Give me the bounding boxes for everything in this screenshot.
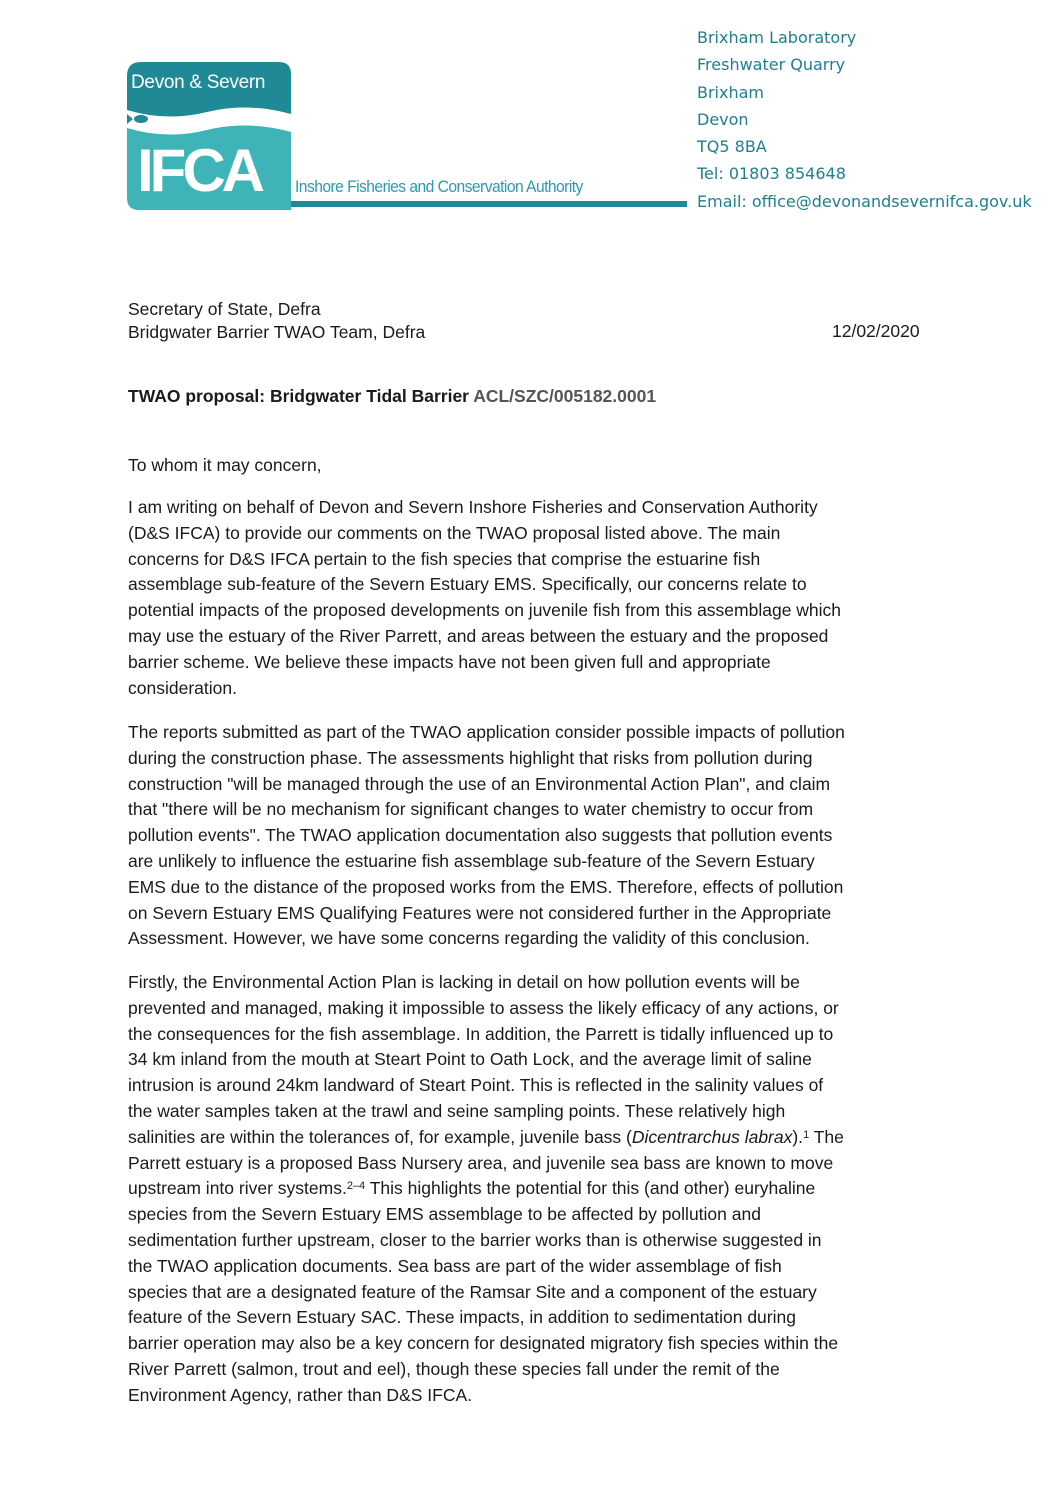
recipient-block [128, 298, 425, 344]
logo-main-text: IFCA [137, 137, 261, 204]
logo-tagline: Inshore Fisheries and Conservation Authority [295, 177, 583, 196]
paragraph-line: concerns for D&S IFCA pertain to the fish species that comprise the estuarine fish [128, 548, 761, 569]
text-span: This highlights the potential for this (and other) euryhaline [365, 1178, 816, 1199]
address-line: Brixham Laboratory [697, 28, 857, 47]
paragraph-line: 34 km inland from the mouth at Steart Point to Oath Lock, and the average limit of saline [128, 1049, 812, 1070]
recipient-line: Secretary of State, Defra [128, 299, 321, 319]
text-span: salinities are within the tolerances of, for example, juvenile bass ( [128, 1126, 632, 1147]
paragraph-line: intrusion is around 24km landward of Steart Point. This is reflected in the salinity values of [128, 1075, 824, 1096]
address-phone: Tel: 01803 854648 [697, 164, 846, 184]
paragraph-line: potential impacts of the proposed developments on juvenile fish from this assemblage which [128, 600, 842, 621]
paragraph-line: the water samples taken at the trawl and seine sampling points. These relatively high [128, 1100, 786, 1121]
paragraph-line: Parrett estuary is a proposed Bass Nursery area, and juvenile sea bass are known to move [128, 1152, 834, 1173]
logo-top-text: Devon & Severn [131, 72, 266, 93]
paragraph-line: Environment Agency, rather than D&S IFCA. [128, 1384, 473, 1405]
paragraph-line: sedimentation further upstream, closer to the barrier works than is otherwise suggested in [128, 1229, 822, 1250]
paragraph-line [128, 1176, 930, 1202]
citation-ref: 2–4 [346, 1180, 366, 1193]
paragraph-line: barrier scheme. We believe these impacts have not been given full and appropriate [128, 651, 771, 672]
paragraph-line: EMS due to the distance of the proposed works from the EMS. Therefore, effects of pollution [128, 876, 844, 897]
paragraph-line: River Parrett (salmon, trout and eel), though these species fall under the remit of the [128, 1358, 780, 1379]
subject-reference: ACL/SZC/005182.0001 [473, 386, 657, 406]
sender-address [697, 24, 1032, 215]
paragraph-line: prevented and managed, making it impossible to assess the likely efficacy of any actions, or [128, 997, 839, 1018]
address-line: Brixham [697, 82, 764, 102]
text-span: ). [792, 1126, 804, 1147]
text-span: upstream into river systems. [128, 1178, 347, 1199]
paragraph-line: The reports submitted as part of the TWAO application consider possible impacts of pollution [128, 722, 845, 742]
paragraph-line: the consequences for the fish assemblage. In addition, the Parrett is tidally influenced up to [128, 1023, 834, 1044]
ifca-logo [127, 62, 687, 212]
paragraph-line: Assessment. However, we have some concerns regarding the validity of this conclusion. [128, 928, 810, 949]
paragraph-line: construction "will be managed through the use of an Environmental Action Plan", and claim [128, 773, 831, 794]
address-line: Freshwater Quarry [697, 55, 846, 75]
recipient-line: Bridgwater Barrier TWAO Team, Defra [128, 322, 426, 342]
paragraph-line: species from the Severn Estuary EMS assemblage to be affected by pollution and [128, 1204, 761, 1225]
paragraph-line: assemblage sub-feature of the Severn Estuary EMS. Specifically, our concerns relate to [128, 574, 807, 595]
paragraph-line: may use the estuary of the River Parrett, and areas between the estuary and the proposed [128, 625, 829, 646]
paragraph-line: Firstly, the Environmental Action Plan is lacking in detail on how pollution events will be [128, 972, 800, 992]
paragraph-line: barrier operation may also be a key concern for designated migratory fish species within the [128, 1333, 839, 1354]
paragraph-line: that "there will be no mechanism for significant changes to water chemistry to occur from [128, 799, 814, 820]
paragraph-line: consideration. [128, 677, 237, 698]
paragraph-line: the TWAO application documents. Sea bass are part of the wider assemblage of fish [128, 1255, 782, 1276]
paragraph-line: on Severn Estuary EMS Qualifying Features were not considered further in the Appropriate [128, 902, 832, 923]
species-name: Dicentrarchus labrax [631, 1126, 793, 1147]
subject-line [128, 386, 656, 407]
paragraph-3 [128, 970, 930, 1409]
paragraph-line: during the construction phase. The assessments highlight that risks from pollution during [128, 747, 813, 768]
paragraph-line [128, 1125, 930, 1151]
paragraph-line: I am writing on behalf of Devon and Severn Inshore Fisheries and Conservation Authority [128, 497, 818, 517]
address-line: Devon [697, 109, 749, 129]
letter-date: 12/02/2020 [832, 321, 920, 341]
address-line: TQ5 8BA [697, 137, 767, 157]
paragraph-line: feature of the Severn Estuary SAC. These impacts, in addition to sedimentation during [128, 1307, 796, 1328]
paragraph-1 [128, 495, 930, 701]
paragraph-line: (D&S IFCA) to provide our comments on the TWAO proposal listed above. The main [128, 522, 781, 543]
paragraph-line: pollution events". The TWAO application documentation also suggests that pollution events [128, 825, 833, 846]
text-span: The [809, 1126, 844, 1147]
address-email: Email: office@devonandsevernifca.gov.uk [697, 191, 1032, 211]
salutation: To whom it may concern, [128, 455, 322, 475]
citation-ref: 1 [803, 1128, 810, 1141]
subject-title: TWAO proposal: Bridgwater Tidal Barrier [128, 386, 474, 406]
paragraph-line: are unlikely to influence the estuarine fish assemblage sub-feature of the Severn Estuary [128, 850, 815, 871]
paragraph-line: species that are a designated feature of the Ramsar Site and a component of the estuary [128, 1281, 817, 1302]
paragraph-2 [128, 720, 930, 952]
